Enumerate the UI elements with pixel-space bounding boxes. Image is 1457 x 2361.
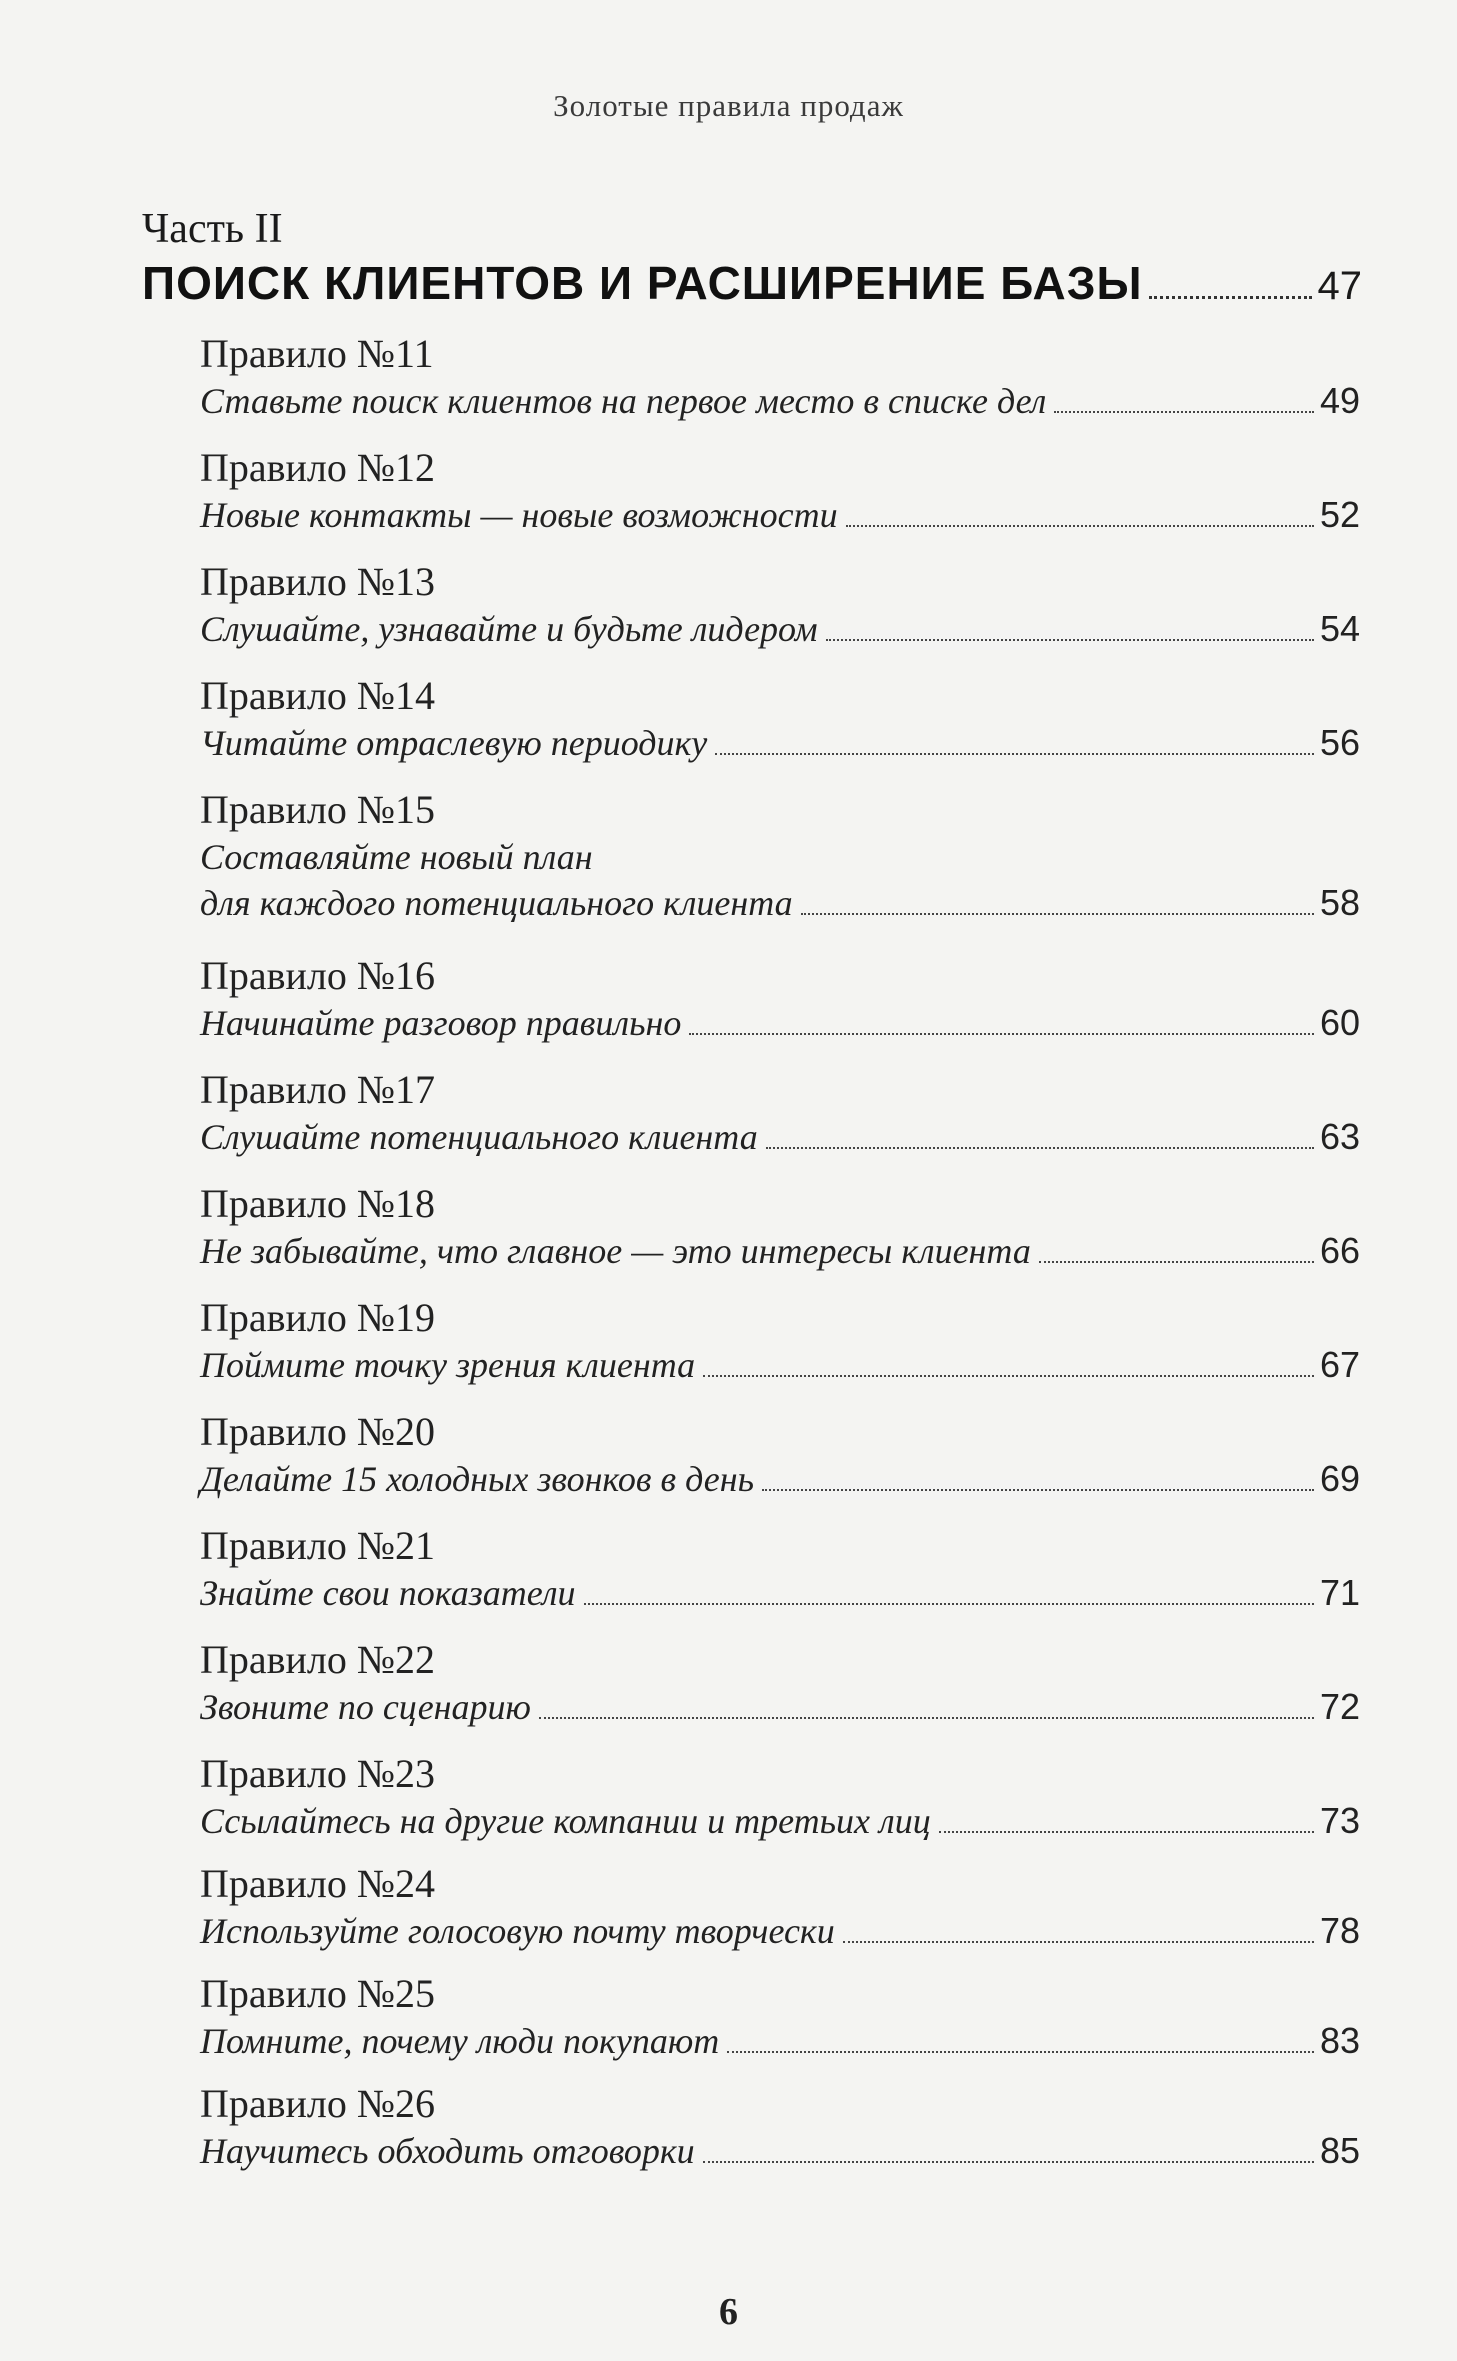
rule-label: Правило №14 [200, 673, 436, 718]
part-label: Часть II [142, 206, 283, 252]
entry-title: Используйте голосовую почту творчески [200, 1911, 835, 1951]
toc-entry [200, 1066, 1360, 1160]
toc-entry [200, 558, 1360, 652]
page-number: 6 [719, 2291, 738, 2333]
toc-entry [200, 1294, 1360, 1388]
entry-title: Поймите точку зрения клиента [200, 1345, 696, 1385]
rule-label: Правило №16 [200, 953, 436, 998]
entry-page-number: 67 [1319, 1344, 1360, 1385]
entry-page-number: 52 [1319, 494, 1360, 535]
entry-title: Не забывайте, что главное — это интересы клиента [200, 1231, 1031, 1271]
entry-title-line [200, 880, 1360, 926]
entry-title: Начинайте разговор правильно [200, 1003, 682, 1043]
entry-page-number: 78 [1319, 1910, 1360, 1951]
entry-page-number: 66 [1319, 1230, 1360, 1271]
entry-title-line1: Составляйте новый план [200, 837, 593, 877]
leader-dots [762, 1489, 1314, 1491]
entry-title: Ставьте поиск клиентов на первое место в списке дел [200, 381, 1047, 421]
entry-page-number: 83 [1319, 2020, 1360, 2061]
entry-title: Помните, почему люди покупают [200, 2021, 720, 2061]
entry-page-number: 72 [1319, 1686, 1360, 1727]
leader-dots [939, 1831, 1314, 1833]
entry-page-number: 85 [1319, 2130, 1360, 2171]
rule-label: Правило №12 [200, 445, 436, 490]
leader-dots [826, 639, 1314, 641]
entry-title: для каждого потенциального клиента [200, 883, 793, 923]
entry-title-line [200, 378, 1360, 424]
leader-dots [539, 1717, 1314, 1719]
leader-dots [843, 1941, 1314, 1943]
entry-title-line [200, 1456, 1360, 1502]
rule-label: Правило №21 [200, 1523, 436, 1568]
toc-entry [200, 1180, 1360, 1274]
leader-dots [846, 525, 1314, 527]
entry-title-line [200, 1684, 1360, 1730]
rule-label: Правило №19 [200, 1295, 436, 1340]
rule-label: Правило №26 [200, 2081, 436, 2126]
entry-title-line [200, 606, 1360, 652]
entry-page-number: 56 [1319, 722, 1360, 763]
entry-title: Звоните по сценарию [200, 1687, 531, 1727]
toc-entry [200, 672, 1360, 766]
entry-title-line [200, 1114, 1360, 1160]
entry-title: Научитесь обходить отговорки [200, 2131, 695, 2171]
leader-dots [703, 1375, 1314, 1377]
toc-entry [200, 1636, 1360, 1730]
leader-dots [1039, 1261, 1314, 1263]
toc-entry [200, 2080, 1360, 2174]
leader-dots [689, 1033, 1314, 1035]
toc-entry [200, 1970, 1360, 2064]
leader-dots [801, 913, 1314, 915]
rule-label: Правило №24 [200, 1861, 436, 1906]
leader-dots [584, 1603, 1314, 1605]
entry-title-line [200, 1908, 1360, 1954]
entry-title: Делайте 15 холодных звонков в день [200, 1459, 755, 1499]
entry-title: Ссылайтесь на другие компании и третьих лиц [200, 1801, 931, 1841]
toc-entry [200, 1408, 1360, 1502]
leader-dots [715, 753, 1314, 755]
entry-page-number: 60 [1319, 1002, 1360, 1043]
rule-label: Правило №15 [200, 787, 436, 832]
entry-page-number: 69 [1319, 1458, 1360, 1499]
rule-label: Правило №20 [200, 1409, 436, 1454]
part-title: ПОИСК КЛИЕНТОВ И РАСШИРЕНИЕ БАЗЫ [142, 257, 1143, 309]
entry-title-line [200, 1000, 1360, 1046]
entry-page-number: 63 [1319, 1116, 1360, 1157]
toc-entry [200, 1860, 1360, 1954]
running-header: Золотые правила продаж [553, 88, 904, 123]
entry-title-line [200, 720, 1360, 766]
rule-label: Правило №13 [200, 559, 436, 604]
toc-entry [200, 1750, 1360, 1844]
entry-title: Читайте отраслевую периодику [200, 723, 708, 763]
rule-label: Правило №22 [200, 1637, 436, 1682]
entry-title-line [200, 1570, 1360, 1616]
rule-label: Правило №23 [200, 1751, 436, 1796]
entry-title-line [200, 2128, 1360, 2174]
rule-label: Правило №11 [200, 331, 434, 376]
entry-title-line [200, 1342, 1360, 1388]
entry-page-number: 49 [1319, 380, 1360, 421]
rule-label: Правило №17 [200, 1067, 436, 1112]
entry-title: Слушайте потенциального клиента [200, 1117, 758, 1157]
rule-label: Правило №18 [200, 1181, 436, 1226]
leader-dots [727, 2051, 1314, 2053]
entry-title-line [200, 1798, 1360, 1844]
part-page-number: 47 [1317, 264, 1362, 308]
leader-dots [703, 2161, 1314, 2163]
entry-title: Знайте свои показатели [200, 1573, 576, 1613]
entry-page-number: 58 [1319, 882, 1360, 923]
toc-entry [200, 786, 1360, 926]
leader-dots [766, 1147, 1314, 1149]
entry-title-line [200, 1228, 1360, 1274]
entry-title-line [200, 2018, 1360, 2064]
toc-entry [200, 952, 1360, 1046]
entry-title: Слушайте, узнавайте и будьте лидером [200, 609, 818, 649]
entry-page-number: 54 [1319, 608, 1360, 649]
toc-entry [200, 330, 1360, 424]
entry-title-line [200, 492, 1360, 538]
toc-entry [200, 444, 1360, 538]
entry-title: Новые контакты — новые возможности [200, 495, 838, 535]
rule-label: Правило №25 [200, 1971, 436, 2016]
entry-page-number: 73 [1319, 1800, 1360, 1841]
leader-dots [1054, 411, 1314, 413]
toc-entry [200, 1522, 1360, 1616]
entry-page-number: 71 [1319, 1572, 1360, 1613]
